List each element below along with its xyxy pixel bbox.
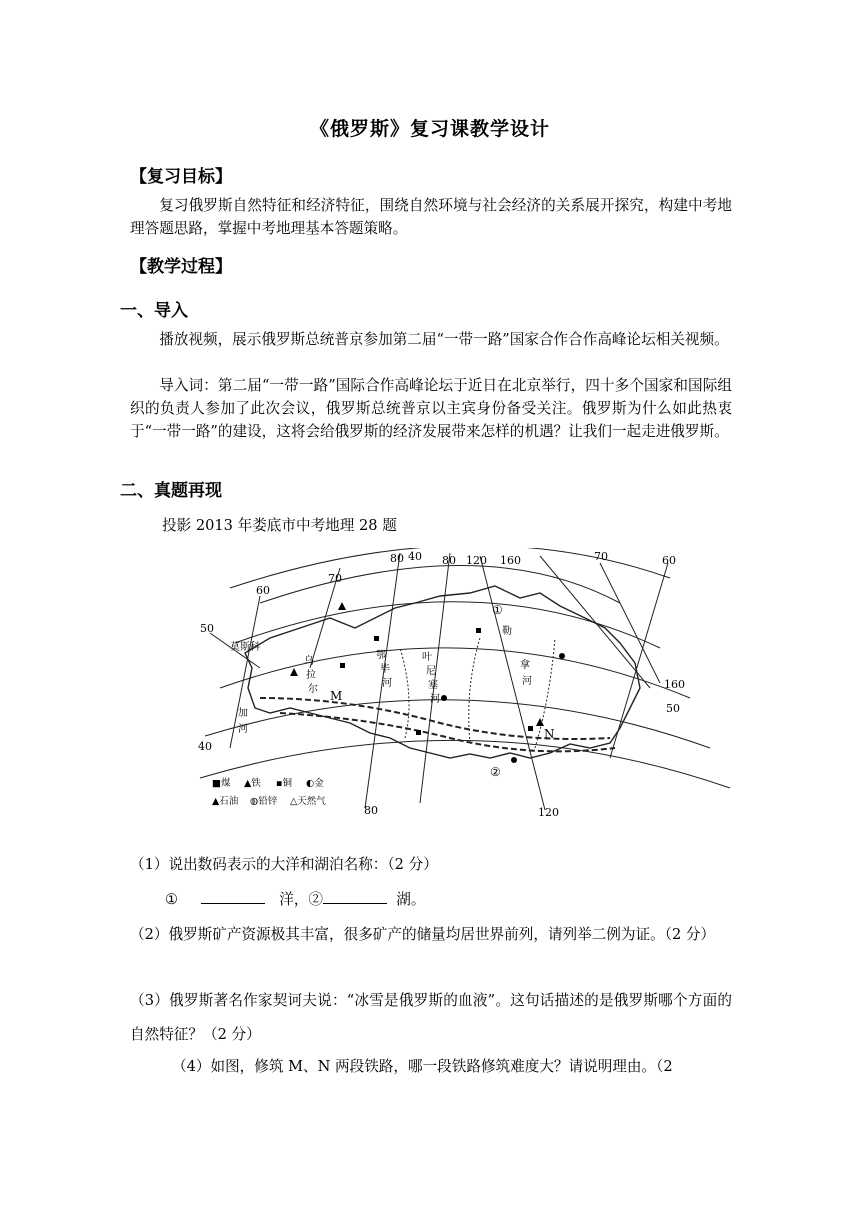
blank-1[interactable] bbox=[201, 889, 265, 904]
intro-paragraph-2: 导入词：第二届“一带一路”国际合作高峰论坛于近日在北京举行，四十多个国家和国际组织的负责人参加了此次会议，俄罗斯总统普京以主宾身份备受关注。俄罗斯为什么如此热衷于“一带一路”的建设，这将会给俄罗斯的经济发展带来怎样的机遇？让我们一起走进俄罗斯。 bbox=[130, 377, 732, 440]
coal-symbol bbox=[528, 726, 533, 731]
iron-symbol bbox=[338, 602, 346, 610]
map-label-bottom: 120 bbox=[538, 806, 559, 819]
place-label: 拉 bbox=[306, 670, 316, 681]
legend-lead-zinc: ◍铅锌 bbox=[250, 796, 278, 807]
map-label-top: 60 bbox=[662, 554, 676, 567]
russia-map-figure bbox=[190, 548, 742, 822]
blank-2-suffix: 湖。 bbox=[396, 891, 426, 908]
document-title: 《俄罗斯》复习课教学设计 bbox=[309, 118, 550, 140]
map-label-left: 40 bbox=[198, 740, 212, 753]
place-label: 河 bbox=[522, 676, 532, 687]
map-label-left: 60 bbox=[256, 584, 270, 597]
place-label: 勒 bbox=[502, 626, 512, 637]
map-label-top: 120 bbox=[466, 554, 487, 567]
question-3: （3）俄罗斯著名作家契诃夫说：“冰雪是俄罗斯的血液”。这句话描述的是俄罗斯哪个方面的自然特征？（2 分） bbox=[130, 992, 732, 1043]
coal-symbol bbox=[374, 636, 379, 641]
review-goal-text: 复习俄罗斯自然特征和经济特征，围绕自然环境与社会经济的关系展开探究，构建中考地理答题思路，掌握中考地理基本答题策略。 bbox=[130, 197, 732, 237]
place-label: 尼 bbox=[426, 666, 436, 677]
place-label: 乌 bbox=[304, 656, 314, 667]
legend-gas: △天然气 bbox=[290, 796, 326, 807]
place-label: 河 bbox=[430, 694, 440, 705]
river-yenisei bbox=[469, 638, 480, 743]
lake-marker: ② bbox=[490, 765, 501, 779]
railway-m-marker: M bbox=[330, 689, 343, 703]
map-label-right: 50 bbox=[666, 702, 680, 715]
place-label: 鄂 bbox=[376, 650, 386, 661]
review-goal-heading: 【复习目标】 bbox=[130, 167, 232, 187]
place-label: 尔 bbox=[308, 684, 318, 695]
latitude-line bbox=[235, 602, 660, 648]
map-label-top: 80 bbox=[442, 554, 456, 567]
river-ob bbox=[400, 648, 409, 738]
map-label-bottom: 80 bbox=[364, 804, 378, 817]
map-label-top: 40 bbox=[408, 550, 422, 563]
legend-coal: ■煤 bbox=[212, 778, 231, 789]
blank-2[interactable] bbox=[323, 889, 387, 904]
section-intro-heading: 一、导入 bbox=[120, 301, 188, 321]
gold-symbol bbox=[441, 695, 447, 701]
place-label: 加 bbox=[238, 708, 248, 719]
gold-symbol bbox=[511, 757, 517, 763]
map-label-right: 160 bbox=[664, 678, 685, 691]
meridian-line bbox=[540, 556, 650, 688]
blank-1-marker: ① bbox=[165, 891, 179, 908]
iron-symbol bbox=[290, 668, 298, 676]
legend-oil: ▲石油 bbox=[212, 796, 239, 807]
map-label-top: 70 bbox=[594, 550, 608, 563]
map-label-left: 50 bbox=[200, 622, 214, 635]
meridian-line bbox=[600, 563, 660, 683]
place-label: 毕 bbox=[380, 664, 390, 675]
intro-paragraph-1: 播放视频，展示俄罗斯总统普京参加第二届“一带一路”国家合作合作高峰论坛相关视频。 bbox=[159, 331, 729, 348]
meridian-line bbox=[420, 553, 450, 803]
legend-iron: ▲铁 bbox=[244, 778, 261, 789]
question-1: （1）说出数码表示的大洋和湖泊名称：（2 分） bbox=[130, 856, 438, 873]
question-2: （2）俄罗斯矿产资源极其丰富，很多矿产的储量均居世界前列，请列举二例为证。（2 分） bbox=[130, 926, 716, 943]
latitude-line bbox=[220, 648, 690, 698]
place-label: 河 bbox=[382, 678, 392, 689]
legend-copper: ▪铜 bbox=[276, 778, 292, 789]
coal-symbol bbox=[476, 628, 481, 633]
map-label-top: 80 bbox=[390, 552, 404, 565]
coal-symbol bbox=[340, 663, 345, 668]
question-1-fill-line bbox=[165, 888, 426, 909]
place-label: 拿 bbox=[520, 660, 530, 671]
process-heading: 【教学过程】 bbox=[130, 257, 232, 277]
latitude-line bbox=[260, 566, 620, 604]
coal-symbol bbox=[416, 730, 421, 735]
gold-symbol bbox=[559, 653, 565, 659]
map-label-left: 70 bbox=[328, 572, 342, 585]
legend-gold: ◐金 bbox=[306, 778, 324, 789]
question-4: （4）如图，修筑 M、N 两段铁路，哪一段铁路修筑难度大？请说明理由。（2 bbox=[172, 1058, 673, 1075]
place-label: 叶 bbox=[422, 652, 432, 663]
place-label: 河 bbox=[238, 724, 248, 735]
ocean-marker: ① bbox=[492, 603, 503, 617]
blank-2-marker: 洋，② bbox=[279, 891, 324, 908]
section-exam-heading: 二、真题再现 bbox=[120, 481, 222, 501]
place-label: 塞 bbox=[428, 680, 438, 691]
map-label-top: 160 bbox=[500, 554, 521, 567]
railway-n-marker: N bbox=[544, 727, 555, 741]
exam-caption: 投影 2013 年娄底市中考地理 28 题 bbox=[162, 517, 397, 534]
place-label: 莫斯科 bbox=[230, 642, 260, 653]
